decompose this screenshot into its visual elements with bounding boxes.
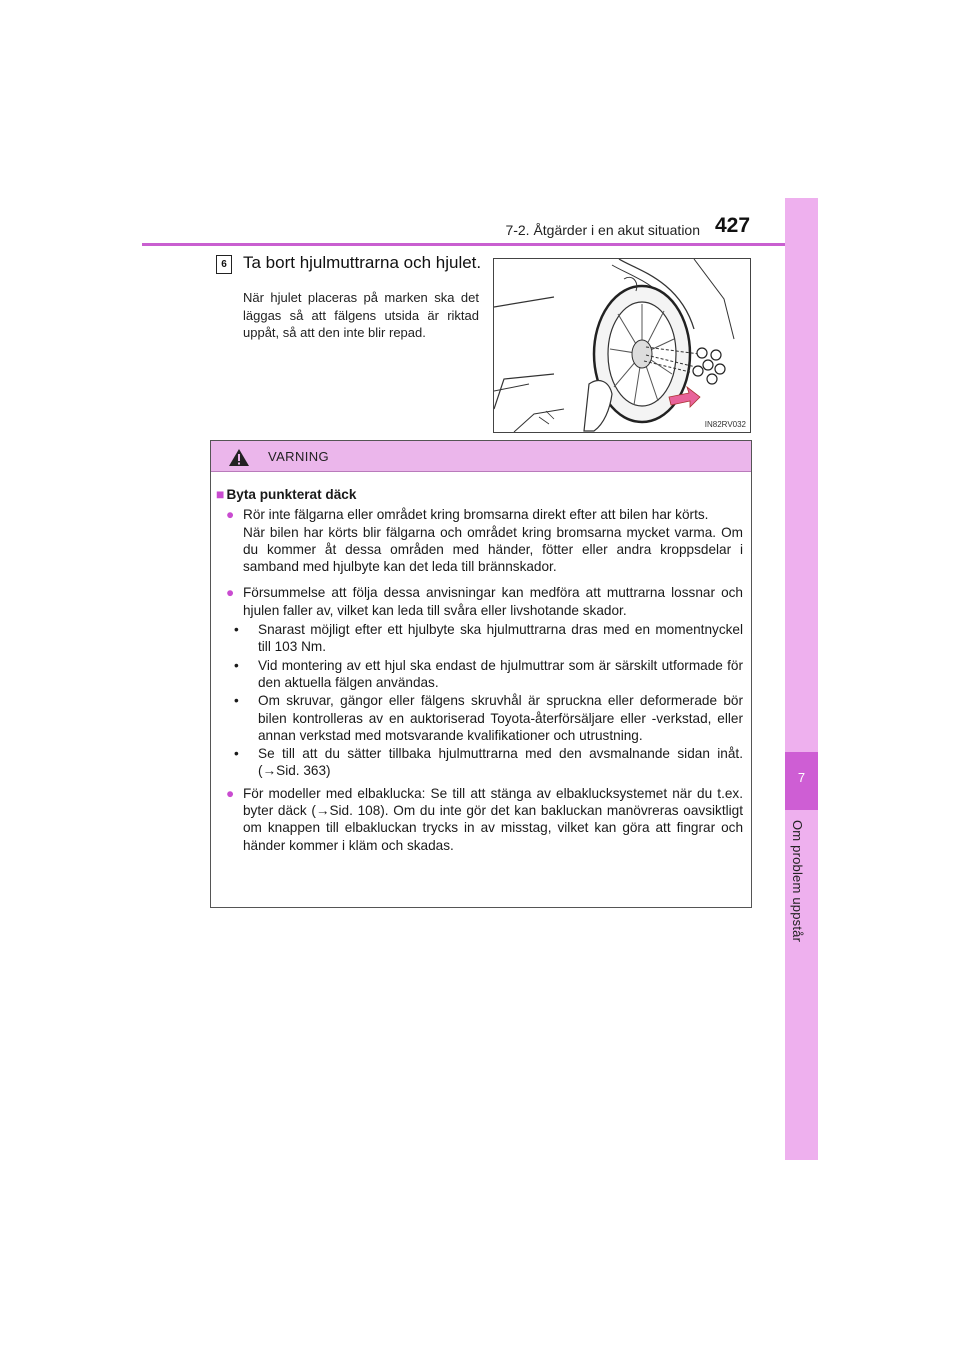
chapter-label: Om problem uppstår [790,820,805,943]
warning-bullet-text: Försummelse att följa dessa anvisningar kan medföra att muttrarna lossnar och hjulen faller av, vilket kan leda till svåra eller livshotande skador. [243,585,743,618]
step-number-badge: 6 [216,255,232,274]
warning-body [211,472,751,854]
warning-bullet [216,584,743,619]
warning-bullet-text: När bilen har körts blir fälgarna och området kring bromsarna mycket varma. Om du kommer åt dessa områden med händer, fötter eller andra kroppsdelar i samband med hjulbyte kan det leda till brännskador. [243,524,743,575]
warning-sub-list [216,621,743,780]
warning-header [211,441,751,472]
warning-subheading: ■ Byta punkterat däck [216,486,357,502]
list-item: • Snarast möjligt efter ett hjulbyte ska hjulmuttrarna dras med en momentnyckel till 103 Nm. [234,622,743,655]
step-description: När hjulet placeras på marken ska det läggas så att fälgens utsida är riktad uppåt, så att den inte blir repad. [243,290,479,340]
warning-bullet [216,785,743,854]
warning-bullet-text: För modeller med elbaklucka: Se till att stänga av elbaklucksystemet när du t.ex. byter däck (→Sid. 108). Om du inte gör det kan bakluckan manövreras oavsiktligt om knappen till elbakluckan trycks in av misstag, vilket kan göra att fingrar och händer kommer i kläm och skadas. [243,785,743,853]
round-bullet-icon: ● [226,507,235,523]
step-title: Ta bort hjulmuttrarna och hjulet. [243,253,482,272]
wheel-removal-illustration [493,258,751,433]
list-item: • Vid montering av ett hjul ska endast de hjulmuttrar som är särskilt utformade för den aktuella fälgen användas. [234,657,743,690]
warning-bullet [216,506,743,575]
round-bullet-icon: ● [226,785,235,801]
warning-bullet-text: Rör inte fälgarna eller området kring bromsarna direkt efter att bilen har körts. [243,507,709,523]
warning-box [210,440,752,908]
chapter-side-band [785,198,818,1160]
round-bullet-icon: ● [226,585,235,601]
list-item: • Se till att du sätter tillbaka hjulmuttrarna med den avsmalnande sidan inåt. (→Sid. 363) [234,746,743,779]
warning-title: VARNING [268,449,330,464]
header-divider [142,243,818,246]
figure-code: IN82RV032 [704,420,746,429]
list-item: • Om skruvar, gängor eller fälgens skruvhål är spruckna eller deformerade bör bilen kontrolleras av en auktoriserad Toyota-återförsäljare eller -verkstad, eller annan verkstad med motsvarande kvalifikationer och utrustning. [234,693,743,743]
chapter-number: 7 [797,770,806,785]
square-bullet-icon: ■ [216,486,225,502]
warning-triangle-icon [228,448,250,467]
page-number: 427 [715,214,751,237]
wheel-illustration-drawing [494,259,750,432]
section-title: 7-2. Åtgärder i en akut situation [505,222,700,238]
